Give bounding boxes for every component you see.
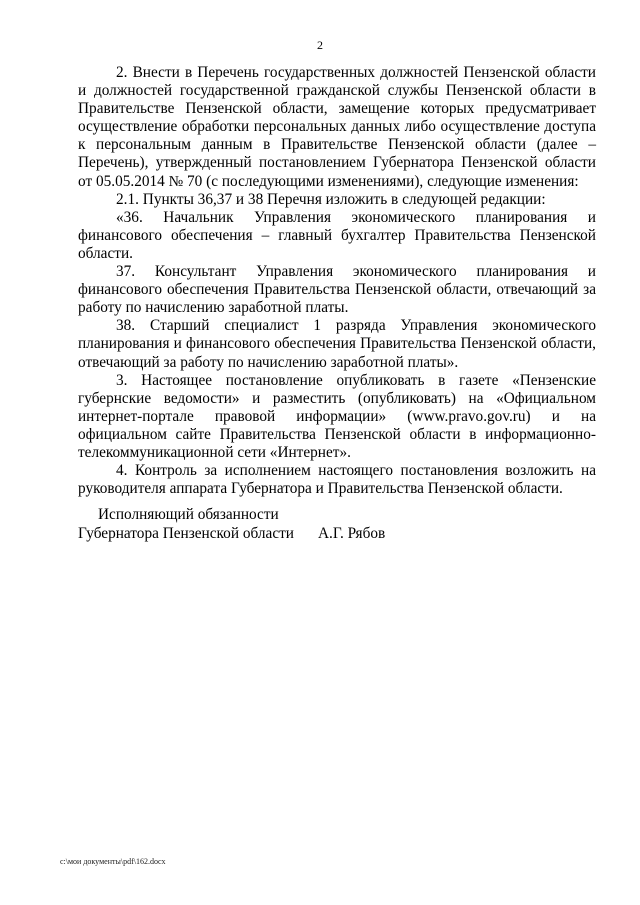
signature-block (78, 505, 498, 543)
signatory-title-line1: Исполняющий обязанности (98, 506, 279, 523)
signatory-title-line2: Губернатора Пензенской области (78, 525, 294, 542)
paragraph-item-2-1: 2.1. Пункты 36,37 и 38 Перечня изложить в следующей редакции: (116, 190, 546, 208)
page-number: 2 (317, 38, 323, 52)
signatory-title-line2-row (78, 524, 498, 543)
footer-file-path: c:\мои документы\pdf\162.docx (60, 857, 166, 866)
signatory-name: А.Г. Рябов (317, 525, 386, 542)
document-body (78, 64, 596, 498)
paragraph-item-38: 38. Старший специалист 1 разряда Управления экономического планирования и финансового обеспечения Правительства Пензенской области, отвечающий за работу по начислению заработной платы». (78, 317, 596, 371)
paragraph-item-2: 2. Внести в Перечень государственных должностей Пензенской области и должностей государственной гражданской службы Пензенской области в Правительстве Пензенской области, замещение которых предусматривает осуществление обработки персональных данных либо осуществление доступа к персональным данным в Правительстве Пензенской области (далее – Перечень), утвержденный постановлением Губернатора Пензенской области от 05.05.2014 № 70 (с последующими изменениями), следующие изменения: (78, 64, 596, 190)
paragraph-item-37: 37. Консультант Управления экономического планирования и финансового обеспечения Правительства Пензенской области, отвечающий за работу по начислению заработной платы. (78, 263, 596, 317)
paragraph-item-3: 3. Настоящее постановление опубликовать в газете «Пензенские губернские ведомости» и разместить (опубликовать) на «Официальном интернет-портале правовой информации» (www.pravo.gov.ru) и на официальном сайте Правительства Пензенской области в информационно-телекоммуникационной сети «Интернет». (78, 371, 596, 461)
paragraph-item-4: 4. Контроль за исполнением настоящего постановления возложить на руководителя аппарата Губернатора и Правительства Пензенской области. (78, 462, 596, 498)
paragraph-item-36: «36. Начальник Управления экономического планирования и финансового обеспечения – главный бухгалтер Правительства Пензенской области. (78, 208, 596, 262)
